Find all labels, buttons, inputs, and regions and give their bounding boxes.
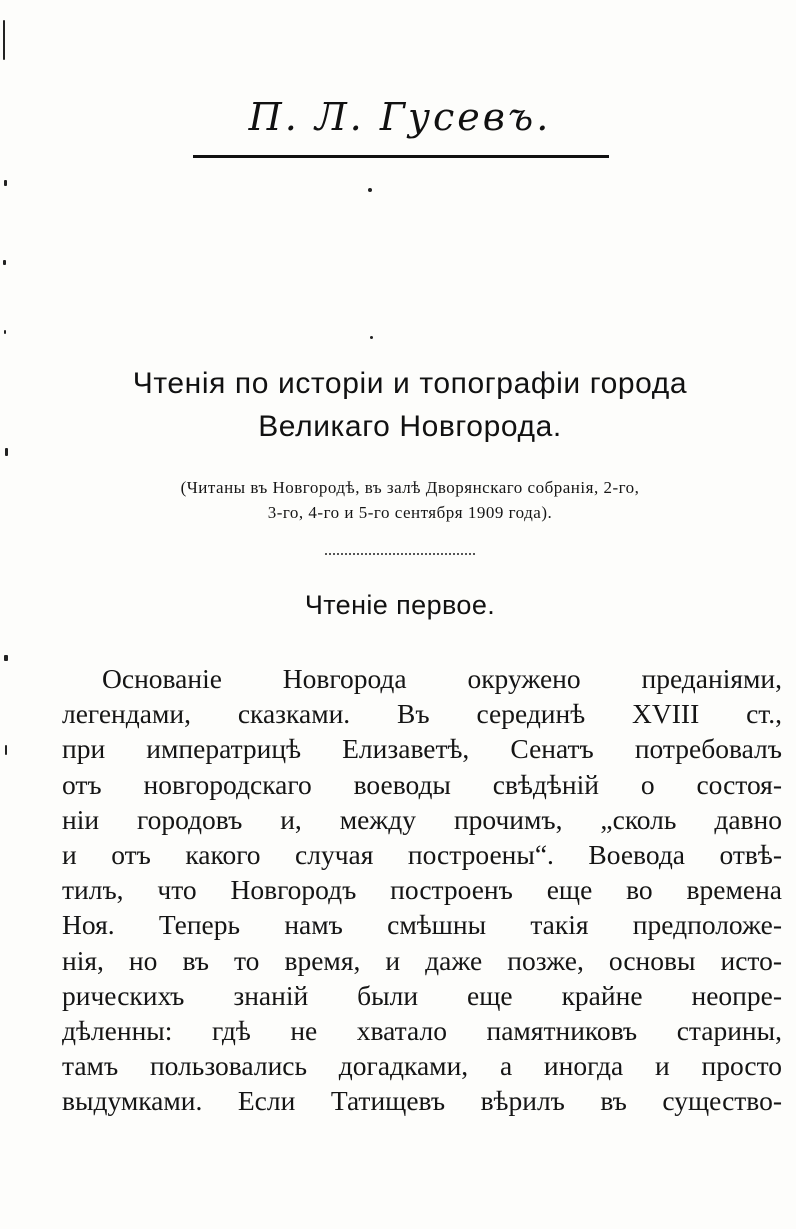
text-line: легендами, сказками. Въ серединѣ XVIII ст.,: [62, 698, 782, 730]
reading-subtitle: [40, 475, 780, 525]
subtitle-line: (Читаны въ Новгородѣ, въ залѣ Дворянскаго собранія, 2-го,: [180, 478, 640, 497]
text-line: Основаніе Новгорода окружено преданіями,: [102, 663, 782, 694]
text-line: тилъ, что Новгородъ построенъ еще во времена: [62, 874, 782, 906]
title-line: Великаго Новгорода.: [258, 410, 562, 443]
author-name: П. Л. Гусевъ.: [248, 95, 552, 139]
text-line: выдумками. Если Татищевъ вѣрилъ въ существо-: [62, 1085, 782, 1117]
subtitle-line: 3-го, 4-го и 5-го сентября 1909 года).: [267, 503, 553, 522]
section-separator: [325, 553, 475, 555]
text-line: отъ новгородскаго воеводы свѣдѣній о состоя-: [62, 768, 782, 800]
author-underline: [193, 155, 609, 158]
text-line: при императрицѣ Елизаветѣ, Сенатъ потребовалъ: [62, 733, 782, 765]
text-line: тамъ пользовались догадками, а иногда и просто: [62, 1050, 782, 1082]
body-paragraph: [62, 661, 782, 1118]
text-line: и отъ какого случая построены“. Воевода отвѣ-: [62, 838, 782, 870]
text-line: Ноя. Теперь намъ смѣшны такія предположе-: [62, 909, 782, 941]
section-heading: Чтеніе первое.: [304, 590, 496, 620]
ink-dot: [368, 188, 372, 192]
text-line: дѣленны: гдѣ не хватало памятниковъ старины,: [62, 1014, 782, 1046]
text-line: нія, но въ то время, и даже позже, основы исто-: [62, 944, 782, 976]
text-line: рическихъ знаній были еще крайне неопре-: [62, 979, 782, 1011]
ink-dot: [370, 336, 373, 339]
reading-title: [40, 362, 780, 448]
scan-edge-marks: [2, 0, 8, 1229]
text-line: ніи городовъ и, между прочимъ, „сколь давно: [62, 803, 782, 835]
title-line: Чтенія по исторіи и топографіи города: [132, 367, 688, 400]
